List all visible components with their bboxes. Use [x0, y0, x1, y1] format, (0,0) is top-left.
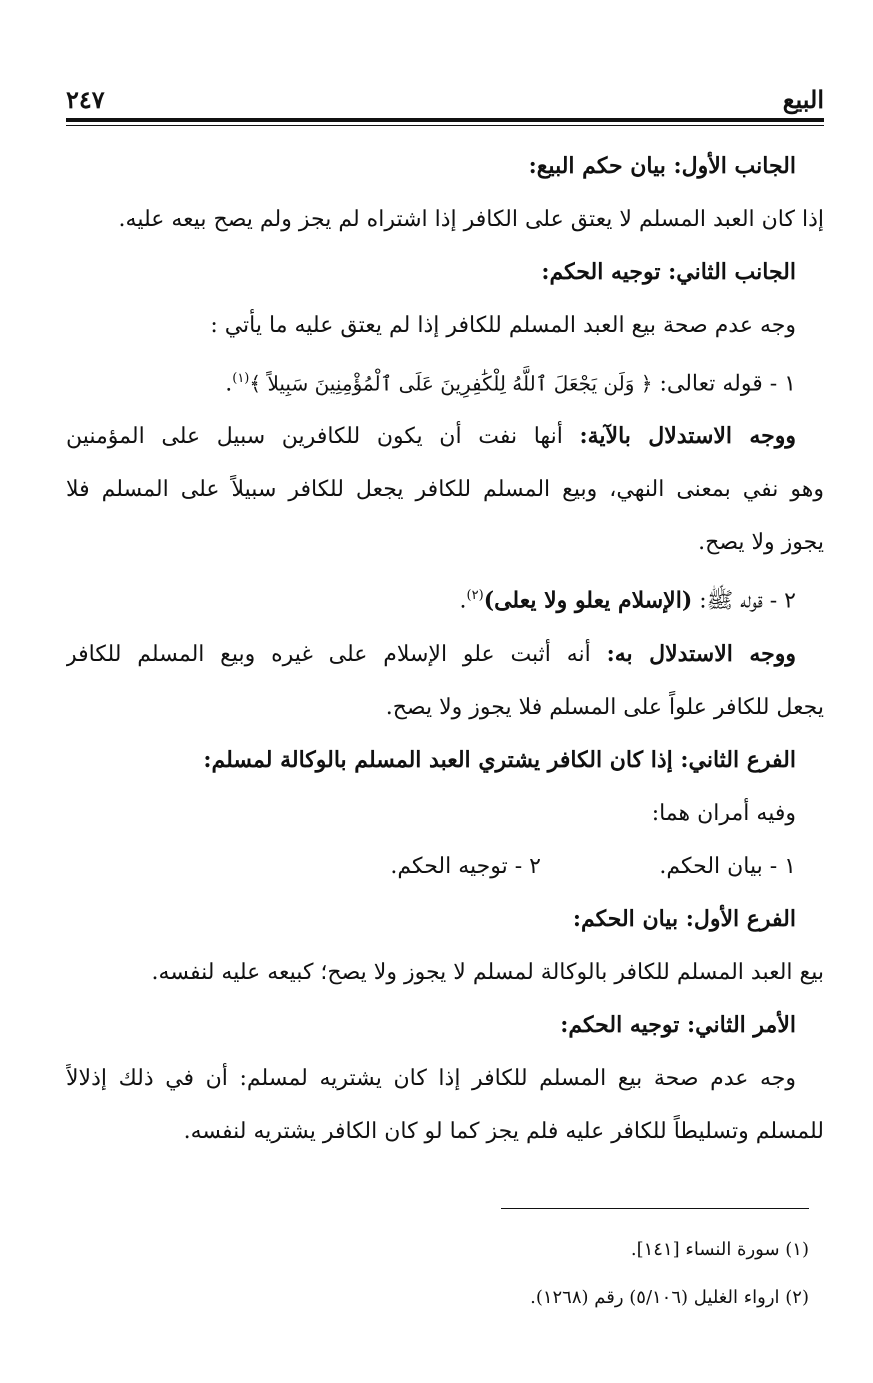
quran-verse: ﴿ وَلَن يَجْعَلَ ٱللَّهُ لِلْكَٰفِرِينَ عَلَى ٱلْمُؤْمِنِينَ سَبِيلاً ﴾ — [249, 371, 653, 396]
page-number: ٢٤٧ — [66, 85, 105, 114]
hadith-text: (الإسلام يعلو ولا يعلى) — [483, 587, 693, 614]
footnote: (٢) ارواء الغليل (٥/١٠٦) رقم (١٢٦٨). — [530, 1287, 809, 1308]
section-heading: الجانب الثاني: توجيه الحكم: — [541, 259, 796, 285]
list-item-prefix: ٢ - قوله ﷺ: — [699, 588, 796, 614]
paragraph-line: يجوز ولا يصح. — [698, 530, 824, 556]
paragraph-line: وجه عدم صحة بيع المسلم للكافر إذا كان يشتريه لمسلم: أن في ذلك إذلالاً — [66, 1065, 796, 1091]
list-item: ١ - بيان الحكم. — [659, 853, 796, 879]
page — [66, 80, 824, 1158]
footnote-marker: (٢) — [466, 588, 484, 604]
inline-heading: ووجه الاستدلال به: — [606, 640, 797, 667]
section-heading: الفرع الثاني: إذا كان الكافر يشتري العبد المسلم بالوكالة لمسلم: — [203, 746, 796, 773]
inline-text: أنه أثبت علو الإسلام على غيره وبيع المسلم للكافر — [66, 641, 591, 667]
header-rule-thin — [66, 125, 824, 126]
inline-text: أنها نفت أن يكون للكافرين سبيل على المؤمنين — [66, 424, 563, 450]
paragraph-line: إذا كان العبد المسلم لا يعتق على الكافر إذا اشتراه لم يجز ولم يصح بيعه عليه. — [118, 207, 824, 232]
paragraph-line: يجعل للكافر علواً على المسلم فلا يجوز ولا يصح. — [385, 694, 824, 720]
footnote-marker: (١) — [232, 371, 250, 386]
paragraph-line — [66, 628, 824, 681]
list-item: ٢ - قوله ﷺ: (الإسلام يعلو ولا يعلى)$^{(٢)}$. — [459, 587, 796, 614]
paragraph-line: بيع العبد المسلم للكافر بالوكالة لمسلم لا يجوز ولا يصح؛ كبيعه عليه لنفسه. — [151, 959, 824, 985]
paragraph-line: للمسلم وتسليطاً للكافر عليه فلم يجز كما لو كان الكافر يشتريه لنفسه. — [183, 1118, 824, 1144]
inline-heading: ووجه الاستدلال بالآية: — [579, 423, 797, 450]
list-row — [66, 840, 824, 893]
body-text — [66, 140, 824, 1158]
section-heading: الفرع الأول: بيان الحكم: — [572, 905, 796, 932]
header-rule-thick — [66, 118, 824, 122]
section-heading: الجانب الأول: بيان حكم البيع: — [528, 153, 796, 179]
footnote-separator — [501, 1208, 809, 1209]
paragraph-line: وجه عدم صحة بيع العبد المسلم للكافر إذا لم يعتق عليه ما يأتي : — [210, 313, 796, 338]
paragraph-line: وفيه أمران هما: — [651, 800, 796, 826]
running-header — [66, 80, 824, 114]
footnote: (١) سورة النساء [١٤١]. — [630, 1239, 809, 1260]
chapter-title: البيع — [782, 85, 824, 114]
paragraph-line: وهو نفي بمعنى النهي، وبيع المسلم للكافر يجعل للكافر سبيلاً على المسلم فلا — [66, 477, 824, 503]
section-heading: الأمر الثاني: توجيه الحكم: — [560, 1011, 796, 1038]
list-item-prefix: ١ - قوله تعالى: — [659, 371, 796, 397]
footnotes — [51, 1226, 809, 1322]
list-item: ١ - قوله تعالى: ﴿ وَلَن يَجْعَلَ ٱللَّهُ لِلْكَٰفِرِينَ عَلَى ٱلْمُؤْمِنِينَ سَبِيلاً ﴾$^{(١)}$. — [225, 371, 796, 397]
paragraph-line — [66, 410, 824, 463]
list-item: ٢ - توجيه الحكم. — [390, 853, 541, 879]
